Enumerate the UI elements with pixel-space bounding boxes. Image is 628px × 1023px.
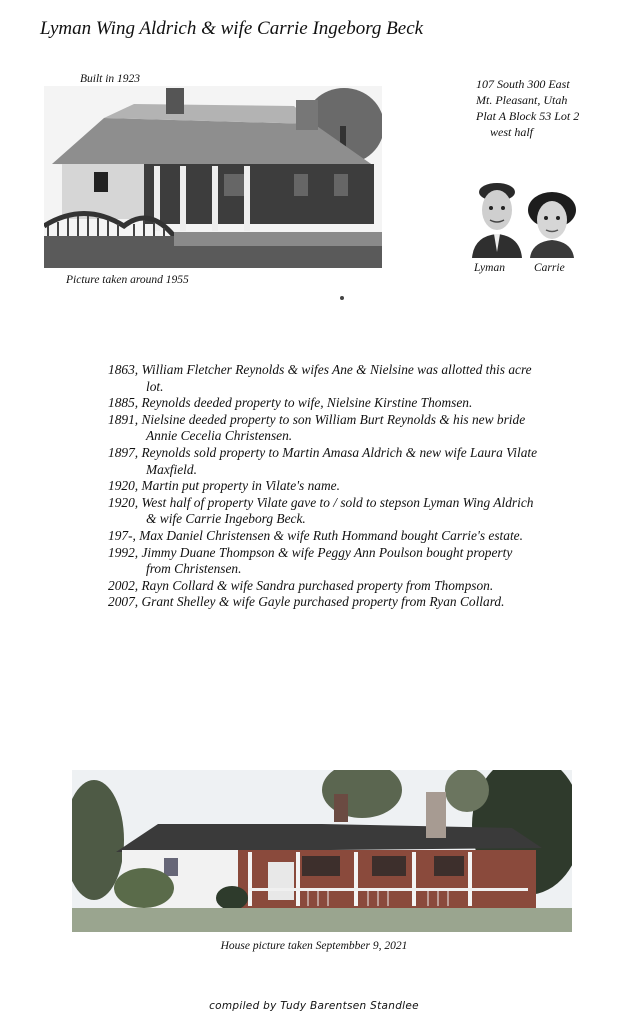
roof-shape bbox=[116, 824, 542, 852]
new-house-illustration bbox=[72, 770, 572, 932]
timeline-entry: 1920, West half of property Vilate gave to / sold to stepson Lyman Wing Aldrich & wife Carrie Ingeborg Beck. bbox=[108, 494, 534, 527]
page-title: Lyman Wing Aldrich & wife Carrie Ingeborg Beck bbox=[40, 18, 424, 39]
timeline-entry: 1885, Reynolds deeded property to wife, Nielsine Kirstine Thomsen. bbox=[108, 395, 473, 411]
address-line-1: 107 South 300 East bbox=[476, 77, 570, 91]
portrait-label-lyman: Lyman bbox=[474, 262, 505, 274]
old-house-photo bbox=[44, 86, 382, 268]
timeline-entry: 1920, Martin put property in Vilate's name. bbox=[108, 478, 340, 494]
old-house-illustration bbox=[44, 86, 382, 268]
address-line-2: Mt. Pleasant, Utah bbox=[476, 93, 568, 107]
timeline-entry: 2007, Grant Shelley & wife Gayle purchased property from Ryan Collard. bbox=[108, 594, 505, 610]
timeline-entry: 1863, William Fletcher Reynolds & wifes Ane & Nielsine was allotted this acre lot. bbox=[108, 362, 532, 394]
compiler-credit: compiled by Tudy Barentsen Standlee bbox=[209, 1000, 419, 1012]
portrait-carrie bbox=[524, 190, 580, 258]
timeline-entry: 2002, Rayn Collard & wife Sandra purchased property from Thompson. bbox=[108, 577, 494, 593]
timeline-entry: 1897, Reynolds sold property to Martin Amasa Aldrich & new wife Laura Vilate Maxfield. bbox=[108, 444, 538, 477]
portrait-label-carrie: Carrie bbox=[534, 262, 565, 274]
property-timeline bbox=[108, 362, 538, 611]
built-caption: Built in 1923 bbox=[80, 73, 141, 85]
address-line-3: Plat A Block 53 Lot 2 bbox=[476, 109, 580, 123]
timeline-entry: 197-, Max Daniel Christensen & wife Ruth Hommand bought Carrie's estate. bbox=[108, 527, 523, 543]
new-house-photo bbox=[72, 770, 572, 932]
old-photo-caption: Picture taken around 1955 bbox=[66, 274, 189, 286]
address-line-4: west half bbox=[490, 125, 534, 139]
timeline-entry: 1992, Jimmy Duane Thompson & wife Peggy Ann Poulson bought property from Christensen. bbox=[108, 544, 513, 577]
timeline-entry: 1891, Nielsine deeded property to son William Burt Reynolds & his new bride Annie Cecelia Christensen. bbox=[108, 411, 526, 444]
new-photo-caption: House picture taken Septembber 9, 2021 bbox=[220, 940, 408, 952]
speck bbox=[340, 296, 344, 300]
address-block bbox=[476, 76, 579, 140]
portrait-lyman bbox=[468, 178, 526, 258]
